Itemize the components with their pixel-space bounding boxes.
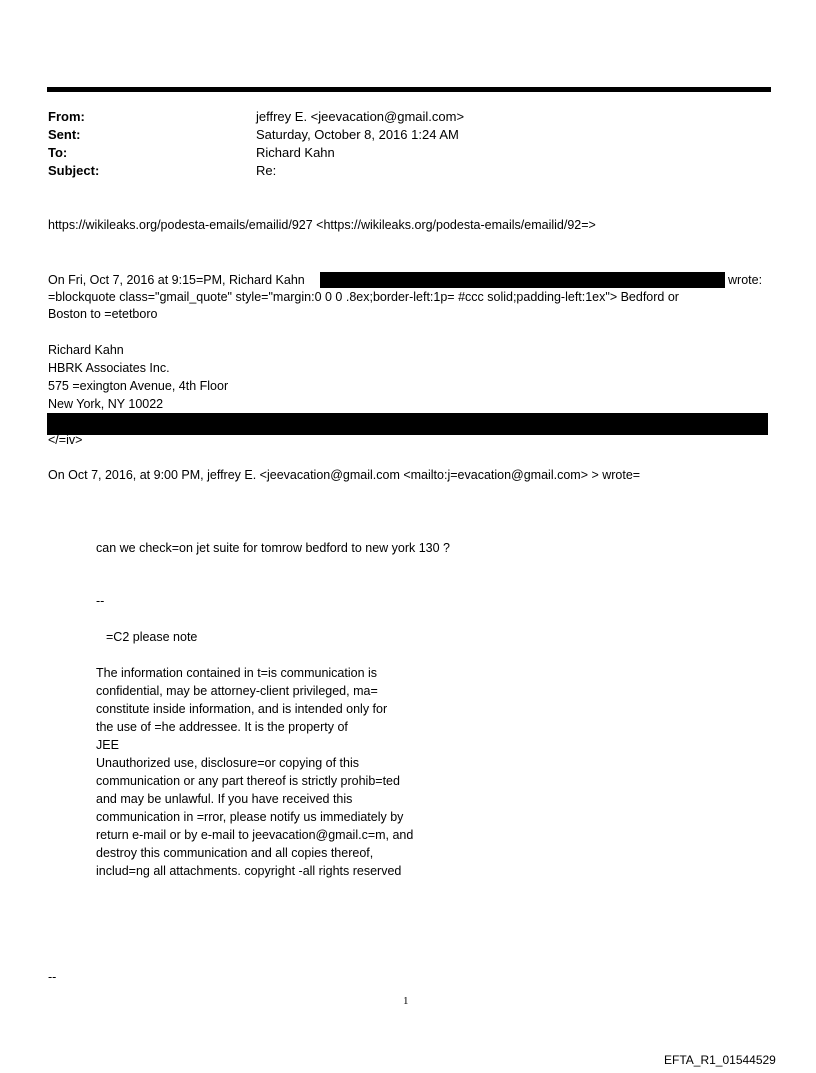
signature-address: 575 =exington Avenue, 4th Floor	[48, 379, 229, 393]
from-value: jeffrey E. <jeevacation@gmail.com>	[256, 109, 465, 124]
disclaimer-line: communication in =rror, please notify us immediately by	[96, 810, 404, 824]
signature-city: New York, NY 10022	[48, 397, 164, 411]
disclaimer-line: The information contained in t=is communication is	[96, 666, 378, 680]
header-rule	[47, 87, 771, 92]
signature-dash: --	[96, 594, 105, 608]
signature-company: HBRK Associates Inc.	[48, 361, 170, 375]
page-number: 1	[403, 995, 409, 1007]
redaction-bar	[47, 413, 768, 435]
disclaimer-line: the use of =he addressee. It is the property of	[96, 720, 348, 734]
disclaimer-line: destroy this communication and all copies thereof,	[96, 846, 374, 860]
footer-dash: --	[48, 970, 57, 984]
please-note: =C2 please note	[106, 630, 198, 644]
disclaimer-line: includ=ng all attachments. copyright -all rights reserved	[96, 864, 402, 878]
disclaimer-line: constitute inside information, and is intended only for	[96, 702, 388, 716]
quote-wrote: wrote:	[728, 273, 763, 287]
link-line: https://wikileaks.org/podesta-emails/emailid/927 <https://wikileaks.org/podesta-emails/emailid/92=>	[48, 218, 596, 232]
signature-name: Richard Kahn	[48, 343, 124, 357]
to-label: To:	[48, 145, 68, 160]
disclaimer-line: communication or any part thereof is strictly prohib=ted	[96, 774, 400, 788]
redaction-inline	[320, 272, 725, 288]
to-value: Richard Kahn	[256, 145, 335, 160]
subject-value: Re:	[256, 163, 277, 178]
quote-line-3: Boston to =etetboro	[48, 307, 158, 321]
disclaimer-line: return e-mail or by e-mail to jeevacation@gmail.c=m, and	[96, 828, 414, 842]
quote-intro: On Fri, Oct 7, 2016 at 9:15=PM, Richard Kahn	[48, 273, 305, 287]
quote-line-2: =blockquote class="gmail_quote" style="margin:0 0 0 .8ex;border-left:1p= #ccc solid;padding-left:1ex"> Bedford or	[48, 290, 679, 304]
subject-label: Subject:	[48, 163, 100, 178]
disclaimer-line: Unauthorized use, disclosure=or copying of this	[96, 756, 359, 770]
bates-number: EFTA_R1_01544529	[664, 1053, 776, 1067]
sent-value: Saturday, October 8, 2016 1:24 AM	[256, 127, 459, 142]
disclaimer-line: and may be unlawful. If you have received this	[96, 792, 353, 806]
second-quote-intro: On Oct 7, 2016, at 9:00 PM, jeffrey E. <jeevacation@gmail.com <mailto:j=evacation@gmail.com> > wrote=	[48, 468, 641, 482]
disclaimer-line: JEE	[96, 738, 119, 752]
from-label: From:	[48, 109, 85, 124]
sent-label: Sent:	[48, 127, 81, 142]
div-close-text: </=iv>	[48, 433, 83, 447]
request-line: can we check=on jet suite for tomrow bedford to new york 130 ?	[96, 541, 451, 555]
disclaimer-line: confidential, may be attorney-client privileged, ma=	[96, 684, 378, 698]
